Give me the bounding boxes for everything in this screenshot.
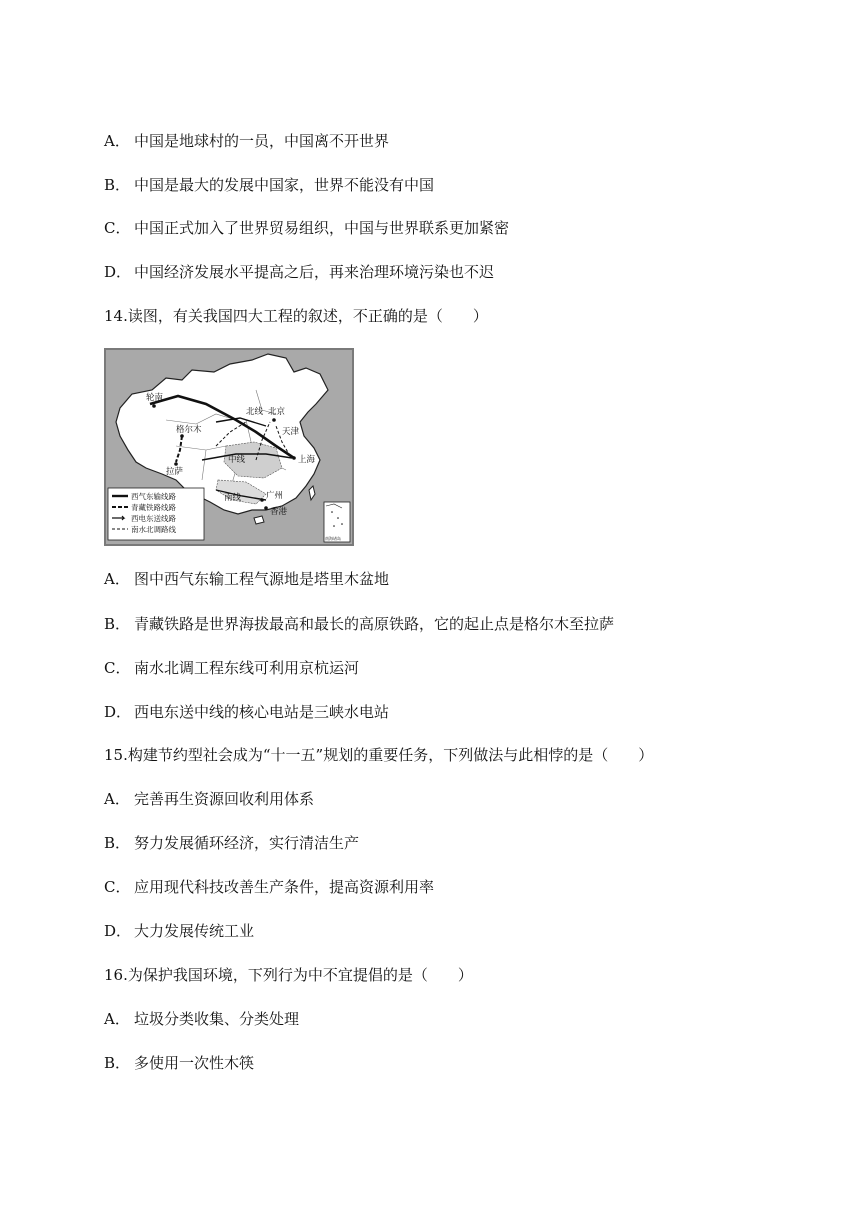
option-letter: B． — [104, 176, 131, 194]
q16-option-b — [104, 1053, 254, 1073]
q13-option-b — [104, 175, 434, 195]
label-inset: 南海诸岛 — [325, 536, 341, 541]
option-text: 南水北调工程东线可利用京杭运河 — [134, 659, 360, 677]
china-projects-map — [104, 348, 354, 546]
inset-island — [337, 517, 339, 519]
option-letter: A． — [104, 790, 130, 808]
option-letter: D． — [104, 922, 132, 940]
option-text: 西电东送中线的核心电站是三峡水电站 — [134, 703, 390, 721]
q14-stem: 14.读图，有关我国四大工程的叙述，不正确的是（ ） — [104, 307, 488, 325]
map-figure — [106, 350, 352, 544]
q13-option-c — [104, 218, 509, 238]
option-text: 完善再生资源回收利用体系 — [134, 790, 315, 808]
option-letter: C． — [104, 878, 131, 896]
label-beixian: 北线 — [246, 407, 264, 417]
q14-option-a — [104, 569, 389, 589]
inset-island — [341, 523, 343, 525]
guangzhou-marker — [260, 498, 264, 502]
q13-option-d — [104, 262, 494, 282]
option-text: 图中西气东输工程气源地是塔里木盆地 — [134, 570, 390, 588]
legend-rail: 青藏铁路线路 — [131, 503, 176, 512]
option-letter: C． — [104, 659, 131, 677]
label-lunnan: 轮南 — [146, 393, 164, 403]
label-xianggang: 香港 — [270, 507, 288, 517]
q13-option-a — [104, 131, 389, 151]
option-text: 大力发展传统工业 — [134, 922, 255, 940]
option-text: 垃圾分类收集、分类处理 — [134, 1010, 300, 1028]
lasa-marker — [174, 462, 178, 466]
option-letter: A． — [104, 132, 130, 150]
inset-island — [331, 511, 333, 513]
label-zhongxian: 中线 — [228, 455, 246, 465]
q14-option-d — [104, 702, 389, 722]
option-text: 中国正式加入了世界贸易组织，中国与世界联系更加紧密 — [134, 219, 510, 237]
label-beijing: 北京 — [268, 407, 286, 417]
label-guangzhou: 广州 — [266, 491, 284, 501]
hainan-island — [254, 516, 264, 524]
label-lasa: 拉萨 — [166, 467, 184, 477]
q16-option-a — [104, 1009, 299, 1029]
q16-stem: 16.为保护我国环境，下列行为中不宜提倡的是（ ） — [104, 966, 473, 984]
option-text: 中国是地球村的一员，中国离不开世界 — [134, 132, 390, 150]
lunnan-marker — [152, 404, 156, 408]
label-nanxian: 南线 — [224, 493, 242, 503]
label-shanghai: 上海 — [298, 455, 316, 465]
option-letter: B． — [104, 834, 131, 852]
option-text: 中国经济发展水平提高之后，再来治理环境污染也不迟 — [134, 263, 495, 281]
option-letter: C． — [104, 219, 131, 237]
q15-stem: 15.构建节约型社会成为“十一五”规划的重要任务，下列做法与此相悖的是（ ） — [104, 746, 654, 764]
option-text: 应用现代科技改善生产条件，提高资源利用率 — [134, 878, 435, 896]
q15-option-b — [104, 833, 359, 853]
beijing-marker — [272, 418, 276, 422]
option-text: 努力发展循环经济，实行清洁生产 — [134, 834, 360, 852]
q15-option-c — [104, 877, 434, 897]
inset-island — [333, 525, 335, 527]
option-letter: A． — [104, 1010, 130, 1028]
taiwan-island — [309, 486, 315, 500]
option-letter: D． — [104, 703, 132, 721]
xianggang-marker — [264, 506, 268, 510]
q15-option-d — [104, 921, 254, 941]
legend-water: 南水北调路线 — [131, 525, 176, 534]
option-letter: A． — [104, 570, 130, 588]
option-letter: B． — [104, 1054, 131, 1072]
q14-option-c — [104, 658, 359, 678]
label-tianjin: 天津 — [282, 427, 300, 437]
option-text: 多使用一次性木筷 — [134, 1054, 255, 1072]
option-text: 青藏铁路是世界海拔最高和最长的高原铁路，它的起止点是格尔木至拉萨 — [134, 615, 615, 633]
q14-option-b — [104, 614, 614, 634]
label-geermu: 格尔木 — [176, 425, 202, 435]
q15-option-a — [104, 789, 314, 809]
legend-power: 西电东送线路 — [131, 514, 176, 523]
option-letter: B． — [104, 615, 131, 633]
option-text: 中国是最大的发展中国家，世界不能没有中国 — [134, 176, 435, 194]
legend-gas: 西气东输线路 — [131, 492, 176, 501]
option-letter: D． — [104, 263, 132, 281]
shanghai-marker — [292, 456, 296, 460]
